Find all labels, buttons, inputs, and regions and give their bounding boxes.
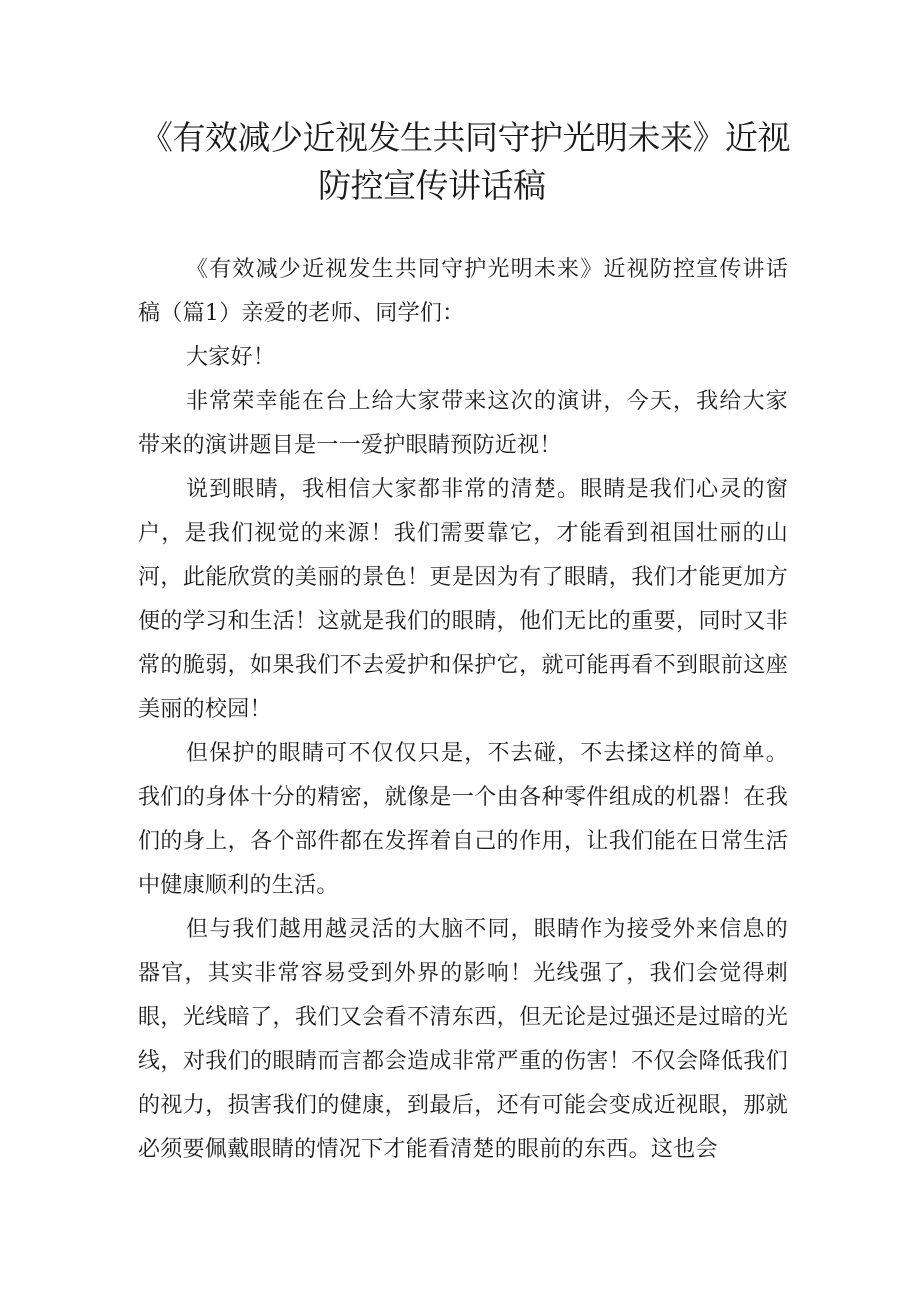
document-title [140,114,800,210]
paragraph-intro: 《有效减少近视发生共同守护光明未来》近视防控宣传讲话稿（篇1）亲爱的老师、同学们： [138,257,788,326]
title-line-2: 防控宣传讲话稿 [318,166,546,205]
paragraph-greeting: 大家好！ [186,345,276,370]
paragraph: 但保护的眼睛可不仅仅只是，不去碰，不去揉这样的简单。我们的身体十分的精密，就像是一个由各种零件组成的机器！在我们的身上，各个部件都在发挥着自己的作用，让我们能在日常生活中健康顺利的生活。 [138,741,788,898]
paragraph: 说到眼睛，我相信大家都非常的清楚。眼睛是我们心灵的窗户，是我们视觉的来源！我们需要靠它，才能看到祖国壮丽的山河，此能欣赏的美丽的景色！更是因为有了眼睛，我们才能更加方便的学习和生活！这就是我们的眼睛，他们无比的重要，同时又非常的脆弱，如果我们不去爱护和保护它，就可能再看不到眼前这座美丽的校园！ [138,477,788,722]
title-line-1: 《有效减少近视发生共同守护光明未来》近视 [140,118,790,157]
document-body [138,248,788,1172]
paragraph: 非常荣幸能在台上给大家带来这次的演讲，今天，我给大家带来的演讲题目是一一爱护眼睛预防近视！ [138,389,788,458]
paragraph: 但与我们越用越灵活的大脑不同，眼睛作为接受外来信息的器官，其实非常容易受到外界的影响！光线强了，我们会觉得刺眼，光线暗了，我们又会看不清东西，但无论是过强还是过暗的光线，对我们的眼睛而言都会造成非常严重的伤害！不仅会降低我们的视力，损害我们的健康，到最后，还有可能会变成近视眼，那就必须要佩戴眼睛的情况下才能看清楚的眼前的东西。这也会 [138,917,788,1162]
